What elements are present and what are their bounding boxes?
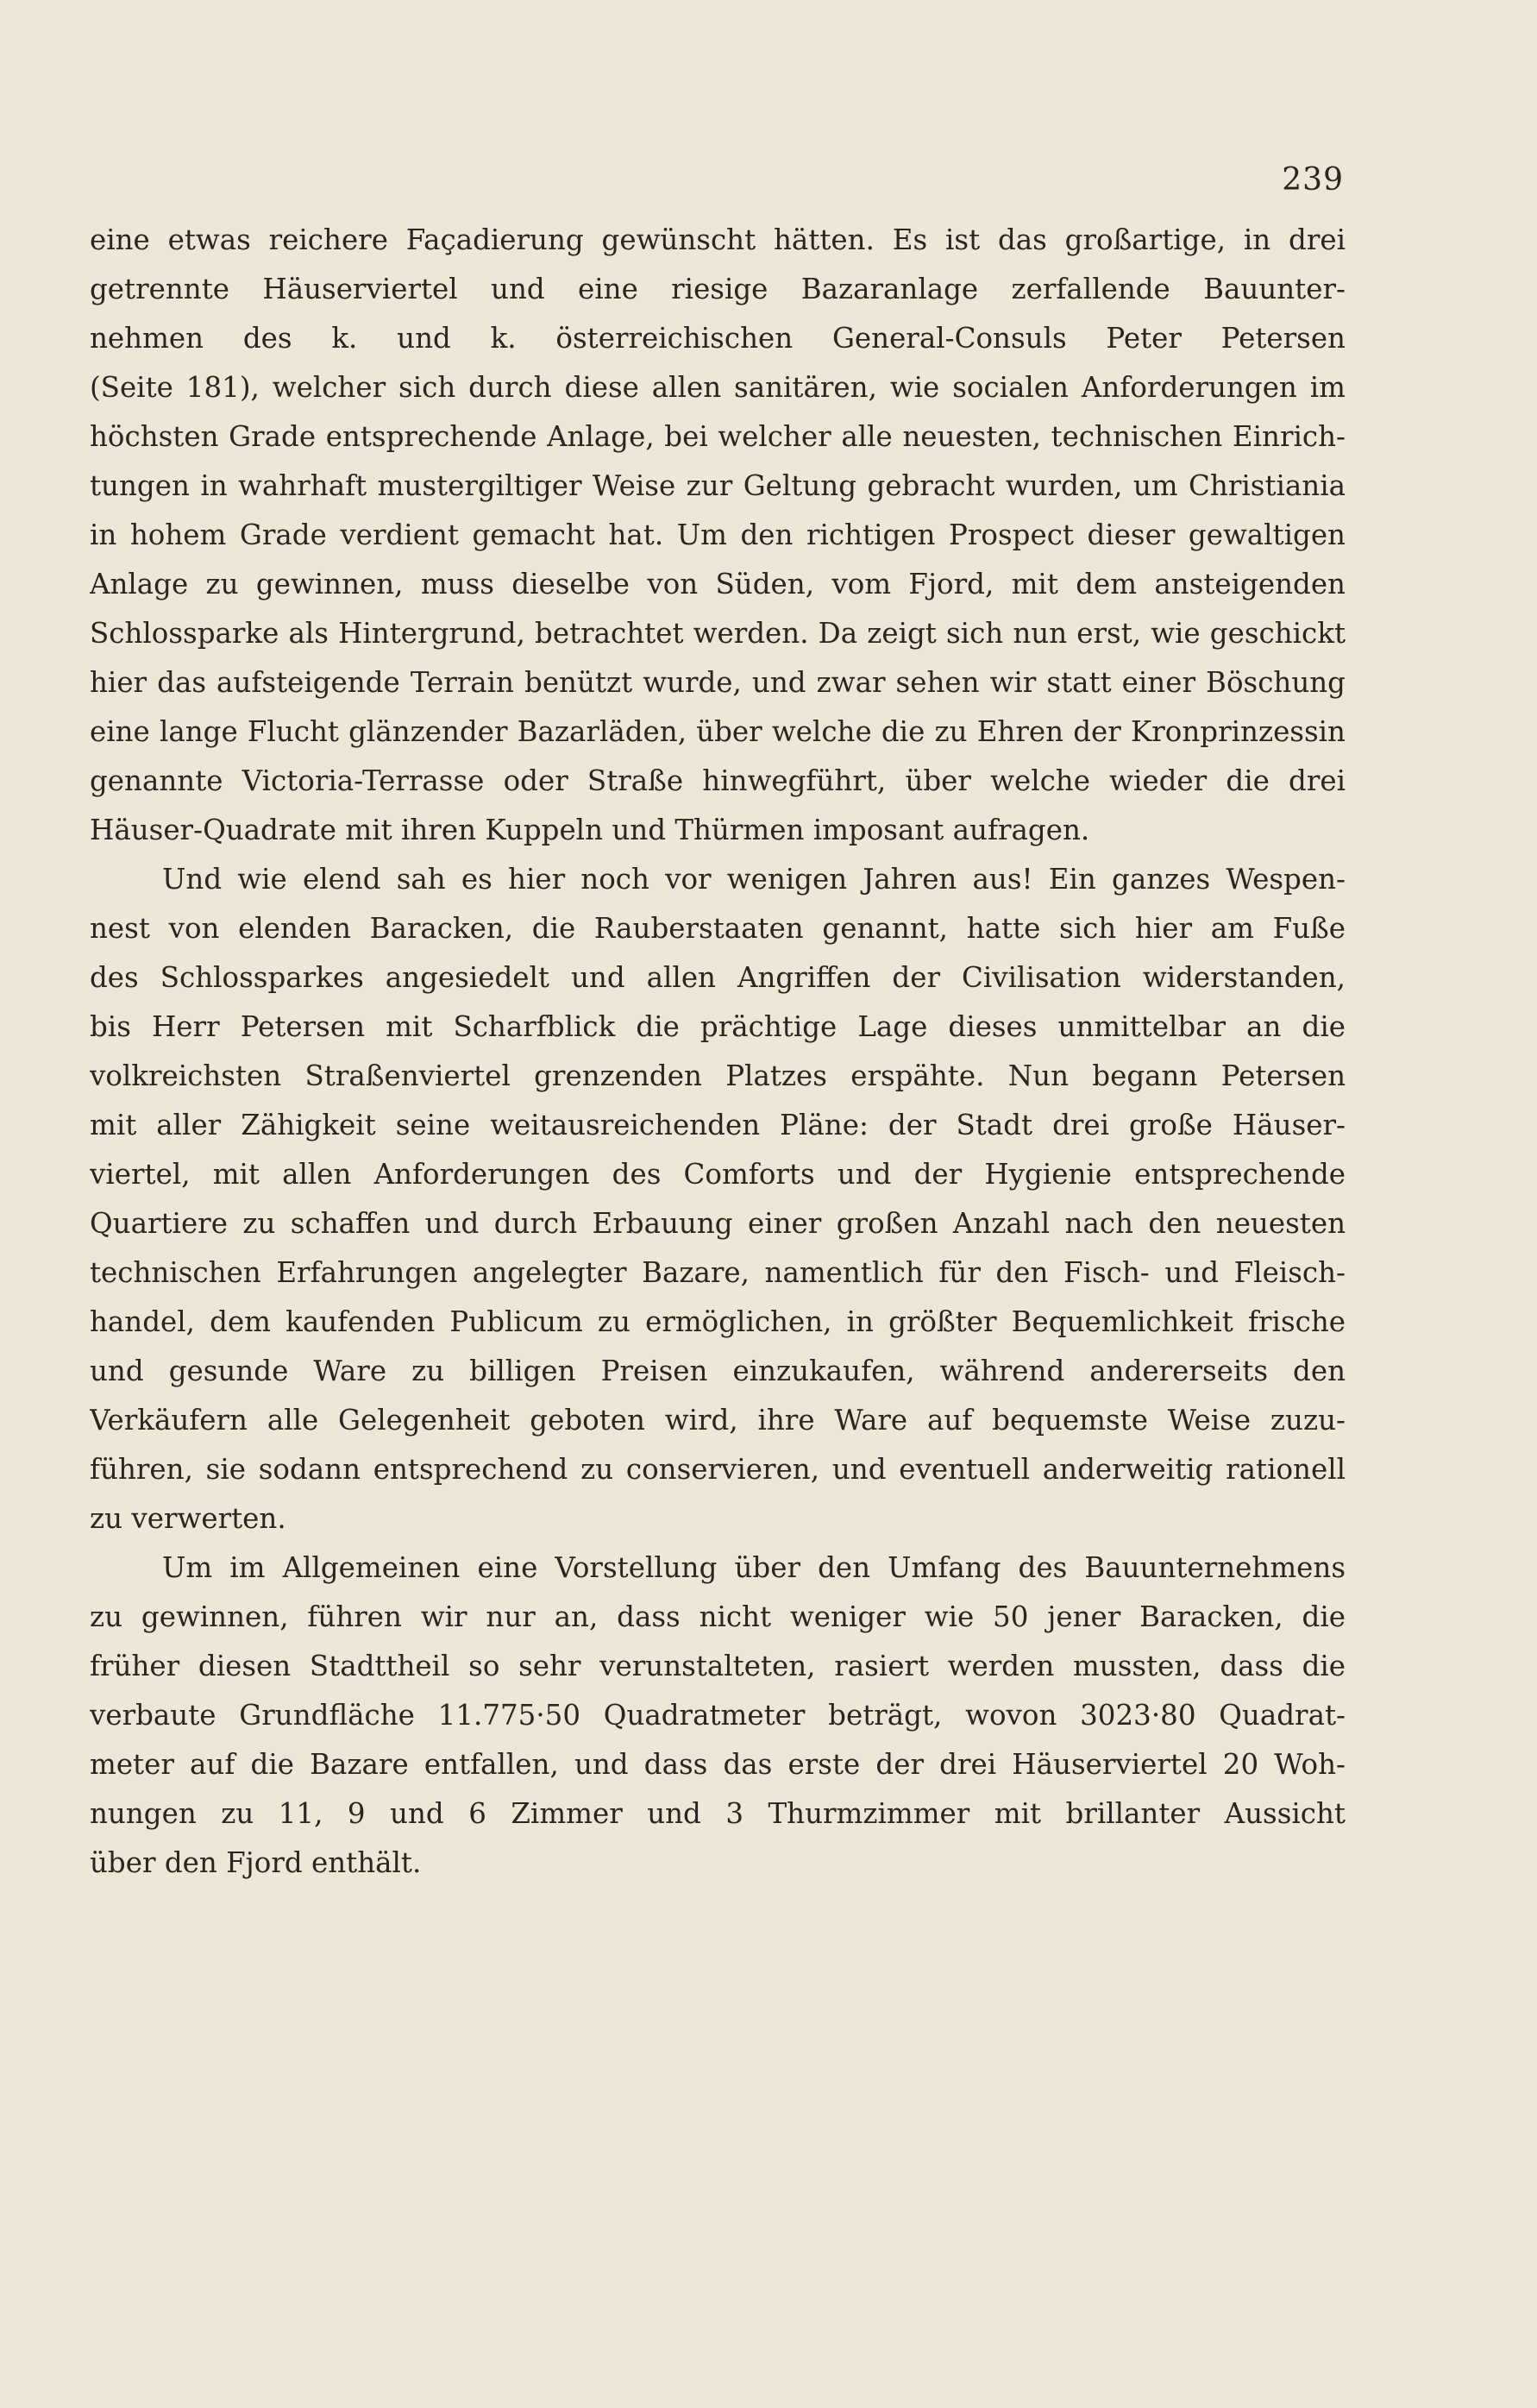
text-line: hier das aufsteigende Terrain benützt wurde, und zwar sehen wir statt einer Böschung: [90, 666, 1346, 699]
text-line: verbaute Grundfläche 11.775·50 Quadratmeter beträgt, wovon 3023·80 Quadrat-: [90, 1699, 1346, 1732]
text-line: nehmen des k. und k. österreichischen General-Consuls Peter Petersen: [90, 322, 1346, 355]
text-line: genannte Victoria-Terrasse oder Straße hinwegführt, über welche wieder die drei: [90, 764, 1346, 797]
text-line: Und wie elend sah es hier noch vor wenigen Jahren aus! Ein ganzes Wespen-: [162, 863, 1346, 896]
text-line: meter auf die Bazare entfallen, und dass das erste der drei Häuserviertel 20 Woh-: [90, 1748, 1346, 1781]
text-line: über den Fjord enthält.: [90, 1846, 422, 1879]
text-line: des Schlossparkes angesiedelt und allen Angriffen der Civilisation widerstanden,: [90, 961, 1346, 994]
text-line: Um im Allgemeinen eine Vorstellung über den Umfang des Bauunternehmens: [162, 1551, 1346, 1584]
text-line: in hohem Grade verdient gemacht hat. Um den richtigen Prospect dieser gewaltigen: [90, 519, 1346, 551]
text-line: (Seite 181), welcher sich durch diese allen sanitären, wie socialen Anforderungen im: [90, 371, 1346, 404]
text-line: eine lange Flucht glänzender Bazarläden, über welche die zu Ehren der Kronprinzessin: [90, 715, 1346, 748]
text-line: mit aller Zähigkeit seine weitausreichenden Pläne: der Stadt drei große Häuser-: [90, 1109, 1346, 1141]
text-line: zu verwerten.: [90, 1502, 286, 1535]
page-number: 239: [1282, 162, 1344, 198]
text-line: volkreichsten Straßenviertel grenzenden Platzes erspähte. Nun begann Petersen: [90, 1059, 1346, 1092]
text-line: bis Herr Petersen mit Scharfblick die prächtige Lage dieses unmittelbar an die: [90, 1010, 1346, 1043]
text-line: tungen in wahrhaft mustergiltiger Weise zur Geltung gebracht wurden, um Christiania: [90, 469, 1346, 502]
text-line: führen, sie sodann entsprechend zu conservieren, und eventuell anderweitig rationell: [90, 1453, 1346, 1486]
text-line: eine etwas reichere Façadierung gewünscht hätten. Es ist das großartige, in drei: [90, 223, 1346, 256]
text-line: höchsten Grade entsprechende Anlage, bei welcher alle neuesten, technischen Einrich-: [90, 420, 1346, 453]
text-line: zu gewinnen, führen wir nur an, dass nicht weniger wie 50 jener Baracken, die: [90, 1600, 1346, 1633]
text-line: Verkäufern alle Gelegenheit geboten wird, ihre Ware auf bequemste Weise zuzu-: [90, 1404, 1346, 1437]
text-line: Häuser-Quadrate mit ihren Kuppeln und Thürmen imposant aufragen.: [90, 814, 1090, 846]
text-line: und gesunde Ware zu billigen Preisen einzukaufen, während andererseits den: [90, 1355, 1346, 1387]
text-line: nest von elenden Baracken, die Rauberstaaten genannt, hatte sich hier am Fuße: [90, 912, 1346, 945]
text-line: früher diesen Stadttheil so sehr verunstalteten, rasiert werden mussten, dass die: [90, 1650, 1346, 1682]
text-line: handel, dem kaufenden Publicum zu ermöglichen, in größter Bequemlichkeit frische: [90, 1305, 1346, 1338]
text-line: getrennte Häuserviertel und eine riesige Bazaranlage zerfallende Bauunter-: [90, 273, 1346, 305]
text-line: Anlage zu gewinnen, muss dieselbe von Süden, vom Fjord, mit dem ansteigenden: [90, 568, 1346, 600]
text-line: viertel, mit allen Anforderungen des Comforts und der Hygienie entsprechende: [90, 1158, 1346, 1191]
text-line: Quartiere zu schaffen und durch Erbauung einer großen Anzahl nach den neuesten: [90, 1207, 1346, 1240]
body-text: [90, 216, 1346, 1888]
text-line: technischen Erfahrungen angelegter Bazare, namentlich für den Fisch- und Fleisch-: [90, 1256, 1346, 1289]
text-line: nungen zu 11, 9 und 6 Zimmer und 3 Thurmzimmer mit brillanter Aussicht: [90, 1797, 1346, 1830]
text-line: Schlossparke als Hintergrund, betrachtet werden. Da zeigt sich nun erst, wie geschickt: [90, 617, 1346, 650]
